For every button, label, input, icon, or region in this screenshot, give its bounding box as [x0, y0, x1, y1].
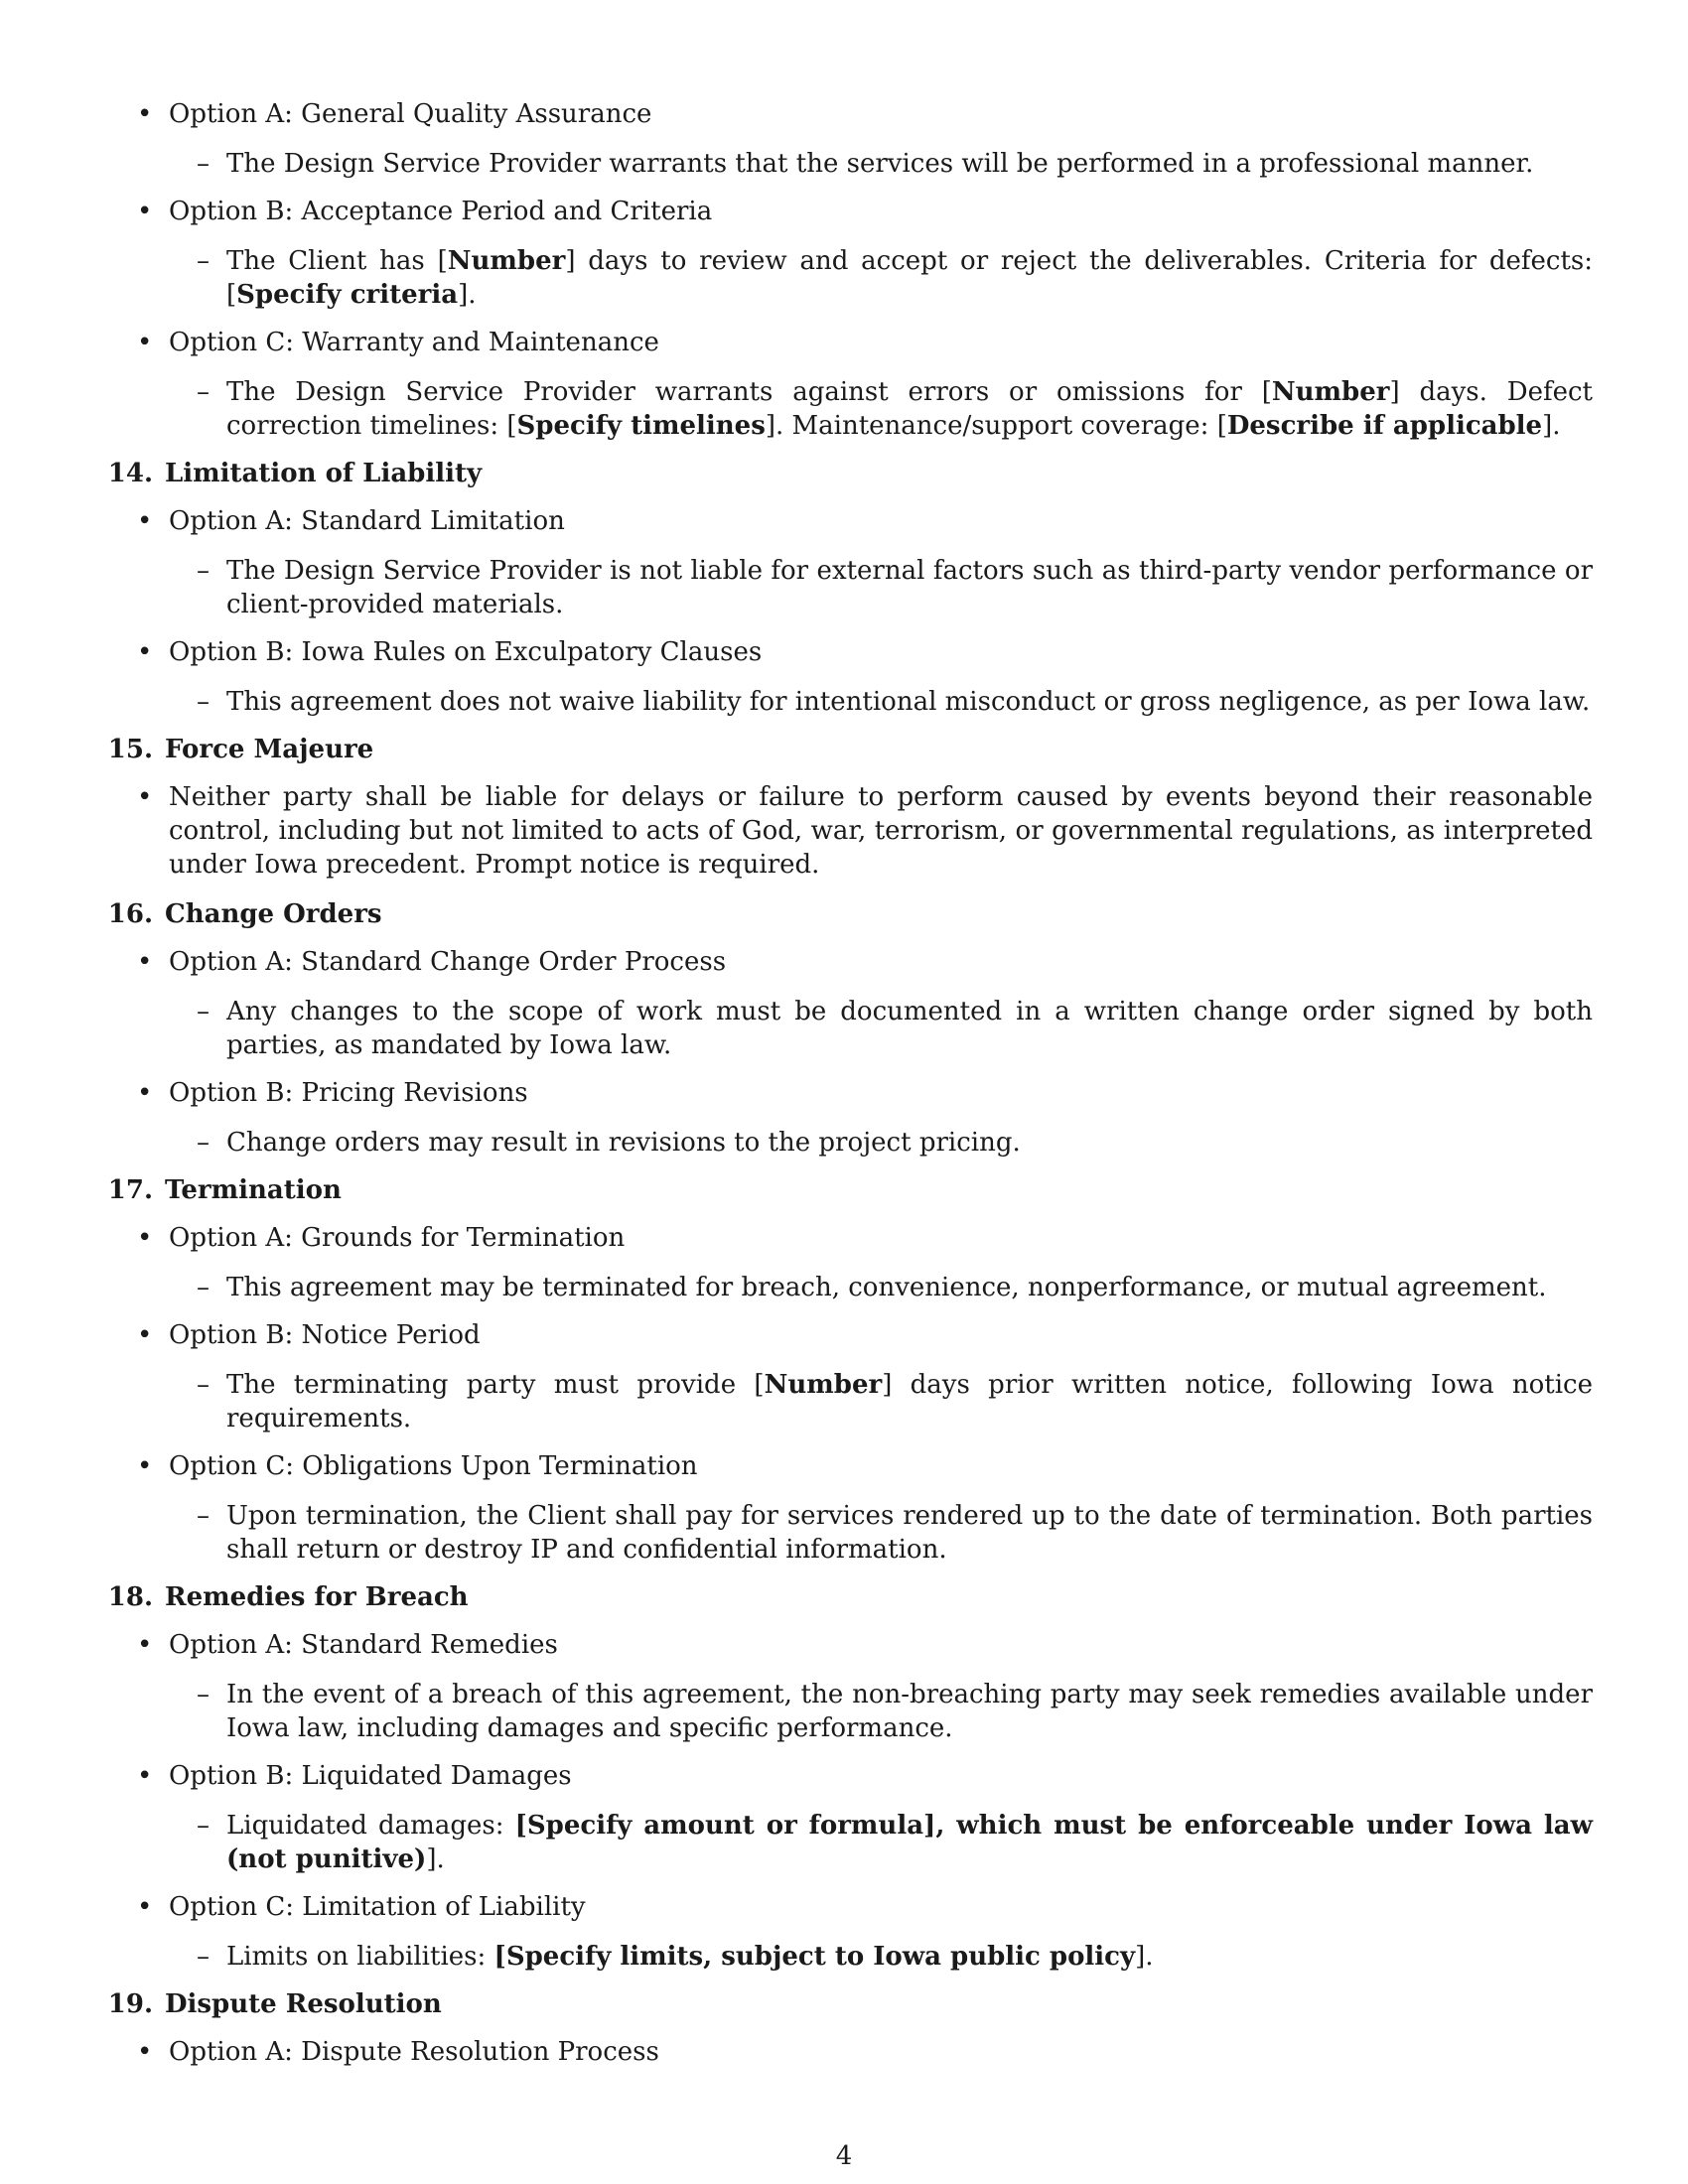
list-item: • Option B: Acceptance Period and Criteria — [137, 197, 713, 226]
dash-icon: – — [197, 377, 210, 407]
section-heading: 18. Remedies for Breach — [107, 1582, 469, 1612]
dash-icon: – — [197, 246, 210, 276]
sub-list-item: – Any changes to the scope of work must be documented in a written change order signed by both parties, as mandated by Iowa law. — [197, 997, 1593, 1060]
dash-icon: – — [197, 1273, 210, 1302]
list-item: • Option A: Dispute Resolution Process — [137, 2037, 659, 2067]
bullet-icon: • — [137, 1223, 153, 1253]
sub-list-item: – This agreement may be terminated for breach, convenience, nonperformance, or mutual agreement. — [197, 1273, 1547, 1302]
sub-list-item: – Liquidated damages: [Specify amount or formula], which must be enforceable under Iowa law (not punitive)]. — [197, 1811, 1593, 1874]
section-heading: 17. Termination — [107, 1175, 342, 1205]
list-item: • Neither party shall be liable for delays or failure to perform caused by events beyond their reasonable control, including but not limited to acts of God, war, terrorism, or governmental regulations, as interpreted under Iowa precedent. Prompt notice is required. — [137, 782, 1593, 880]
list-item: • Option C: Obligations Upon Termination — [137, 1451, 698, 1481]
bullet-icon: • — [137, 328, 153, 357]
section-16 — [95, 897, 1593, 1160]
list-item: • Option C: Limitation of Liability — [137, 1892, 586, 1922]
bullet-icon: • — [137, 782, 153, 812]
list-item: • Option B: Notice Period — [137, 1320, 481, 1350]
bullet-icon: • — [137, 1892, 153, 1922]
bullet-icon: • — [137, 637, 153, 667]
bullet-icon: • — [137, 2037, 153, 2067]
bullet-icon: • — [137, 1320, 153, 1350]
dash-icon: – — [197, 997, 210, 1026]
bullet-icon: • — [137, 197, 153, 226]
section-14 — [95, 457, 1593, 719]
dash-icon: – — [197, 1370, 210, 1400]
section-15 — [95, 733, 1593, 882]
list-item: • Option A: Standard Remedies — [137, 1630, 558, 1660]
bullet-icon: • — [137, 506, 153, 536]
document-body — [95, 97, 1593, 2085]
sub-list-item: – Limits on liabilities: [Specify limits, subject to Iowa public policy]. — [197, 1942, 1154, 1972]
section-13-continued — [95, 97, 1593, 443]
list-item: • Option A: Standard Limitation — [137, 506, 565, 536]
bullet-icon: • — [137, 1630, 153, 1660]
list-item: • Option B: Liquidated Damages — [137, 1761, 572, 1791]
bullet-icon: • — [137, 1078, 153, 1108]
list-item: • Option A: Standard Change Order Process — [137, 947, 727, 977]
section-heading: 15. Force Majeure — [107, 735, 374, 764]
list-item: • Option C: Warranty and Maintenance — [137, 328, 659, 357]
dash-icon: – — [197, 556, 210, 586]
dash-icon: – — [197, 1942, 210, 1972]
dash-icon: – — [197, 149, 210, 179]
section-19 — [95, 1987, 1593, 2069]
dash-icon: – — [197, 1680, 210, 1709]
section-heading: 16. Change Orders — [107, 899, 382, 929]
bullet-icon: • — [137, 1451, 153, 1481]
list-item: • Option A: Grounds for Termination — [137, 1223, 626, 1253]
sub-list-item: – The terminating party must provide [Number] days prior written notice, following Iowa notice requirements. — [197, 1370, 1594, 1433]
dash-icon: – — [197, 1501, 210, 1531]
sub-list-item: – Change orders may result in revisions to the project pricing. — [197, 1128, 1021, 1158]
list-item: • Option A: General Quality Assurance — [137, 99, 652, 129]
sub-list-item: – In the event of a breach of this agreement, the non-breaching party may seek remedies available under Iowa law, including damages and specific performance. — [197, 1680, 1593, 1743]
list-item: • Option B: Iowa Rules on Exculpatory Clauses — [137, 637, 763, 667]
page-number: 4 — [835, 2141, 853, 2171]
section-17 — [95, 1173, 1593, 1567]
dash-icon: – — [197, 1128, 210, 1158]
bullet-icon: • — [137, 1761, 153, 1791]
dash-icon: – — [197, 1811, 210, 1841]
sub-list-item: – This agreement does not waive liability for intentional misconduct or gross negligence, as per Iowa law. — [197, 687, 1591, 717]
sub-list-item: – The Client has [Number] days to review and accept or reject the deliverables. Criteria for defects: [Specify criteria]. — [197, 246, 1593, 310]
bullet-icon: • — [137, 99, 153, 129]
sub-list-item: – The Design Service Provider is not liable for external factors such as third-party vendor performance or client-provided materials. — [197, 556, 1593, 619]
list-item: • Option B: Pricing Revisions — [137, 1078, 528, 1108]
section-heading: 19. Dispute Resolution — [107, 1989, 442, 2019]
bullet-icon: • — [137, 947, 153, 977]
sub-list-item: – Upon termination, the Client shall pay for services rendered up to the date of termination. Both parties shall return or destroy IP and confidential information. — [197, 1501, 1593, 1565]
sub-list-item: – The Design Service Provider warrants that the services will be performed in a professional manner. — [197, 149, 1534, 179]
section-heading: 14. Limitation of Liability — [107, 459, 483, 488]
sub-list-item: – The Design Service Provider warrants against errors or omissions for [Number] days. Defect correction timelines: [Specify timelines]. Maintenance/support coverage: [Describe if applicable]. — [197, 377, 1593, 441]
section-18 — [95, 1580, 1593, 1974]
dash-icon: – — [197, 687, 210, 717]
